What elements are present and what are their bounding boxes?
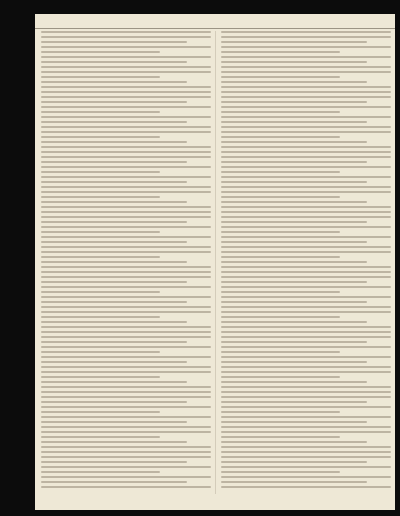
entry-placeholder-line <box>41 126 211 128</box>
entry-placeholder-line <box>221 441 367 443</box>
entry-placeholder-line <box>41 391 211 393</box>
entry-placeholder-line <box>41 321 187 323</box>
entry-placeholder-line <box>221 231 340 233</box>
entry-placeholder-line <box>221 296 391 298</box>
entry-placeholder-line <box>41 371 211 373</box>
entry-placeholder-line <box>221 216 391 218</box>
entry-placeholder-line <box>221 176 391 178</box>
entry-placeholder-line <box>221 346 391 348</box>
entry-placeholder-line <box>41 271 211 273</box>
entry-placeholder-line <box>221 171 340 173</box>
entry-placeholder-line <box>221 191 391 193</box>
entry-placeholder-line <box>221 391 391 393</box>
directory-page <box>35 14 395 510</box>
entry-placeholder-line <box>41 396 211 398</box>
entry-placeholder-line <box>221 396 391 398</box>
entry-placeholder-line <box>221 71 391 73</box>
entry-placeholder-line <box>221 321 367 323</box>
entry-placeholder-line <box>41 216 211 218</box>
entry-placeholder-line <box>221 206 391 208</box>
entry-placeholder-line <box>41 426 211 428</box>
entry-placeholder-line <box>221 481 367 483</box>
entries-column-right <box>221 31 391 494</box>
entry-placeholder-line <box>41 176 211 178</box>
entry-placeholder-line <box>221 76 340 78</box>
entry-placeholder-line <box>221 126 391 128</box>
entry-placeholder-line <box>221 331 391 333</box>
entry-placeholder-line <box>41 161 187 163</box>
entry-placeholder-line <box>41 191 211 193</box>
entry-placeholder-line <box>41 386 211 388</box>
entry-placeholder-line <box>41 421 187 423</box>
entry-placeholder-line <box>221 416 391 418</box>
entry-placeholder-line <box>41 31 211 33</box>
entry-placeholder-line <box>41 306 211 308</box>
entry-placeholder-line <box>221 251 391 253</box>
entry-placeholder-line <box>221 281 367 283</box>
entry-placeholder-line <box>41 361 187 363</box>
entry-placeholder-line <box>221 236 391 238</box>
entry-placeholder-line <box>221 121 367 123</box>
entry-placeholder-line <box>221 66 391 68</box>
entry-placeholder-line <box>41 131 211 133</box>
entry-placeholder-line <box>221 466 391 468</box>
entry-placeholder-line <box>41 431 211 433</box>
entry-placeholder-line <box>221 261 367 263</box>
entry-placeholder-line <box>41 441 187 443</box>
entry-placeholder-line <box>221 101 367 103</box>
entry-placeholder-line <box>221 461 367 463</box>
entry-placeholder-line <box>221 226 391 228</box>
entry-placeholder-line <box>221 401 367 403</box>
entries-column-left <box>41 31 211 494</box>
entry-placeholder-line <box>221 141 367 143</box>
entry-placeholder-line <box>221 316 340 318</box>
entry-placeholder-line <box>221 291 340 293</box>
entry-placeholder-line <box>41 466 211 468</box>
entry-placeholder-line <box>41 291 160 293</box>
entry-placeholder-line <box>41 111 160 113</box>
entry-placeholder-line <box>221 301 367 303</box>
entry-placeholder-line <box>221 376 340 378</box>
entry-placeholder-line <box>41 246 211 248</box>
entry-placeholder-line <box>41 261 187 263</box>
entry-placeholder-line <box>221 361 367 363</box>
entry-placeholder-line <box>221 131 391 133</box>
entry-placeholder-line <box>221 221 367 223</box>
entry-placeholder-line <box>221 306 391 308</box>
entry-placeholder-line <box>221 151 391 153</box>
entry-placeholder-line <box>41 156 211 158</box>
entry-placeholder-line <box>41 356 211 358</box>
entry-placeholder-line <box>221 201 367 203</box>
entry-placeholder-line <box>221 271 391 273</box>
entry-placeholder-line <box>221 446 391 448</box>
entry-placeholder-line <box>221 146 391 148</box>
entry-placeholder-line <box>41 411 160 413</box>
entry-placeholder-line <box>221 96 391 98</box>
entry-placeholder-line <box>41 301 187 303</box>
entry-placeholder-line <box>41 221 187 223</box>
entry-placeholder-line <box>41 251 211 253</box>
entry-placeholder-line <box>41 71 211 73</box>
entry-placeholder-line <box>221 156 391 158</box>
entry-placeholder-line <box>41 51 160 53</box>
entry-placeholder-line <box>41 81 187 83</box>
entry-placeholder-line <box>41 486 211 488</box>
entry-placeholder-line <box>221 46 391 48</box>
entry-placeholder-line <box>41 86 211 88</box>
entry-placeholder-line <box>41 406 211 408</box>
entry-placeholder-line <box>41 316 160 318</box>
entry-placeholder-line <box>221 111 340 113</box>
entry-placeholder-line <box>221 166 391 168</box>
entry-placeholder-line <box>221 256 340 258</box>
entry-placeholder-line <box>41 46 211 48</box>
entry-placeholder-line <box>221 161 367 163</box>
entry-placeholder-line <box>41 286 211 288</box>
entry-placeholder-line <box>221 456 391 458</box>
entry-placeholder-line <box>41 476 211 478</box>
entry-placeholder-line <box>41 461 187 463</box>
entry-placeholder-line <box>221 471 340 473</box>
entry-placeholder-line <box>221 266 391 268</box>
entry-placeholder-line <box>41 66 211 68</box>
entry-placeholder-line <box>221 366 391 368</box>
entry-placeholder-line <box>221 211 391 213</box>
entry-placeholder-line <box>41 416 211 418</box>
entry-placeholder-line <box>221 336 391 338</box>
entry-placeholder-line <box>221 351 340 353</box>
entry-placeholder-line <box>41 56 211 58</box>
entry-placeholder-line <box>41 181 187 183</box>
entry-placeholder-line <box>221 411 340 413</box>
entry-placeholder-line <box>221 246 391 248</box>
entry-placeholder-line <box>41 266 211 268</box>
entry-placeholder-line <box>221 326 391 328</box>
entry-placeholder-line <box>41 241 187 243</box>
entry-placeholder-line <box>41 446 211 448</box>
entry-placeholder-line <box>41 381 187 383</box>
entry-placeholder-line <box>221 116 391 118</box>
entry-placeholder-line <box>221 36 391 38</box>
entry-placeholder-line <box>41 366 211 368</box>
entry-placeholder-line <box>41 236 211 238</box>
entry-placeholder-line <box>221 341 367 343</box>
entry-placeholder-line <box>221 81 367 83</box>
entry-placeholder-line <box>221 356 391 358</box>
entry-placeholder-line <box>221 196 340 198</box>
entry-placeholder-line <box>41 451 211 453</box>
entry-placeholder-line <box>41 281 187 283</box>
entry-placeholder-line <box>41 226 211 228</box>
entry-placeholder-line <box>41 481 187 483</box>
entry-placeholder-line <box>221 451 391 453</box>
entry-placeholder-line <box>41 256 160 258</box>
column-gutter <box>215 31 216 494</box>
entry-placeholder-line <box>41 336 211 338</box>
entry-placeholder-line <box>41 456 211 458</box>
entry-placeholder-line <box>221 136 340 138</box>
entry-placeholder-line <box>41 376 160 378</box>
entry-placeholder-line <box>41 211 211 213</box>
entry-placeholder-line <box>41 116 211 118</box>
entry-placeholder-line <box>221 436 340 438</box>
entry-placeholder-line <box>41 196 160 198</box>
entry-placeholder-line <box>221 31 391 33</box>
entry-placeholder-line <box>221 311 391 313</box>
entry-placeholder-line <box>41 141 187 143</box>
entry-placeholder-line <box>41 61 187 63</box>
entry-placeholder-line <box>221 371 391 373</box>
entry-placeholder-line <box>41 171 160 173</box>
entry-placeholder-line <box>41 151 211 153</box>
entry-placeholder-line <box>41 326 211 328</box>
entry-placeholder-line <box>221 186 391 188</box>
entry-placeholder-line <box>41 91 211 93</box>
entry-placeholder-line <box>221 56 391 58</box>
entry-placeholder-line <box>41 351 160 353</box>
entry-placeholder-line <box>41 346 211 348</box>
entry-placeholder-line <box>41 201 187 203</box>
entry-placeholder-line <box>41 106 211 108</box>
entry-placeholder-line <box>41 136 160 138</box>
entry-placeholder-line <box>221 386 391 388</box>
entry-placeholder-line <box>41 471 160 473</box>
entry-placeholder-line <box>41 186 211 188</box>
entry-placeholder-line <box>41 146 211 148</box>
entry-placeholder-line <box>221 421 367 423</box>
entry-placeholder-line <box>221 431 391 433</box>
entry-placeholder-line <box>221 41 367 43</box>
entry-placeholder-line <box>41 101 187 103</box>
entry-placeholder-line <box>41 121 187 123</box>
entry-placeholder-line <box>41 296 211 298</box>
entry-placeholder-line <box>221 486 391 488</box>
entry-placeholder-line <box>41 401 187 403</box>
entry-placeholder-line <box>41 231 160 233</box>
entry-placeholder-line <box>41 96 211 98</box>
entry-placeholder-line <box>221 381 367 383</box>
entry-placeholder-line <box>41 341 187 343</box>
entry-placeholder-line <box>41 331 211 333</box>
entry-placeholder-line <box>41 311 211 313</box>
entry-placeholder-line <box>221 61 367 63</box>
entry-placeholder-line <box>41 76 160 78</box>
entry-placeholder-line <box>41 206 211 208</box>
entry-placeholder-line <box>41 276 211 278</box>
entry-placeholder-line <box>41 41 187 43</box>
entry-placeholder-line <box>41 166 211 168</box>
entry-placeholder-line <box>221 241 367 243</box>
entry-placeholder-line <box>221 91 391 93</box>
entry-placeholder-line <box>221 286 391 288</box>
entry-placeholder-line <box>221 476 391 478</box>
page-header <box>35 16 395 29</box>
entry-placeholder-line <box>41 436 160 438</box>
entry-placeholder-line <box>221 86 391 88</box>
entry-placeholder-line <box>221 406 391 408</box>
entry-placeholder-line <box>41 36 211 38</box>
entry-placeholder-line <box>221 51 340 53</box>
entry-placeholder-line <box>221 426 391 428</box>
entry-placeholder-line <box>221 276 391 278</box>
entry-placeholder-line <box>221 106 391 108</box>
entry-placeholder-line <box>221 181 367 183</box>
